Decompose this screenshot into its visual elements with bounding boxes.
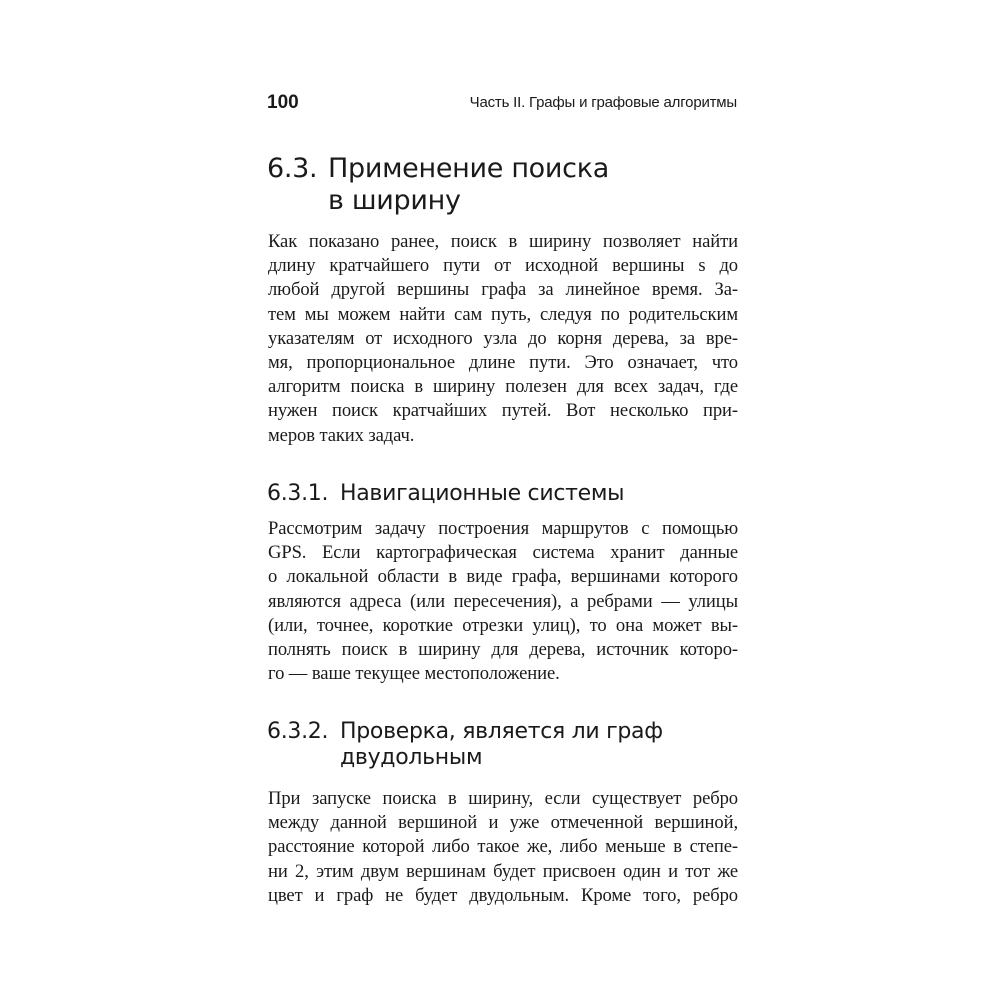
text-line: цвет и граф не будет двудольным. Кроме того, ребро <box>268 884 738 906</box>
section-title-line-2: в ширину <box>328 185 461 216</box>
subsection-heading-navigation <box>267 481 737 507</box>
subsection-heading-bipartite <box>267 719 737 771</box>
text-line: полнять поиск в ширину для дерева, источник которо- <box>268 639 738 661</box>
text-line: любой другой вершины графа за линейное время. За- <box>268 279 738 301</box>
subsection-title <box>340 719 663 771</box>
page-number: 100 <box>267 92 299 113</box>
subsection-number: 6.3.2. <box>267 719 329 744</box>
text-line: мя, пропорциональное длине пути. Это означает, что <box>268 352 738 374</box>
text-line: указателям от исходного узла до корня дерева, за вре- <box>268 327 738 349</box>
text-line: тем мы можем найти сам путь, следуя по родительским <box>268 303 738 325</box>
running-title: Часть II. Графы и графовые алгоритмы <box>469 94 737 111</box>
text-line: (или, точнее, короткие отрезки улиц), то она может вы- <box>268 614 738 636</box>
section-heading <box>267 153 737 217</box>
text-line: ни 2, этим двум вершинам будет присвоен один и тот же <box>268 860 738 882</box>
running-head <box>267 92 737 118</box>
text-line: длину кратчайшего пути от исходной вершины s до <box>268 255 738 277</box>
subsection-paragraph-navigation <box>268 517 738 686</box>
subsection-title: Навигационные системы <box>340 481 625 506</box>
section-paragraph <box>268 230 738 448</box>
text-line: расстояние которой либо такое же, либо меньше в степе- <box>268 836 738 858</box>
text-line: При запуске поиска в ширину, если существует ребро <box>268 788 738 809</box>
subsection-number: 6.3.1. <box>267 481 329 506</box>
text-line: меров таких задач. <box>268 424 415 446</box>
text-line: о локальной области в виде графа, вершинами которого <box>268 566 738 588</box>
section-title <box>328 153 609 217</box>
text-line: нужен поиск кратчайших путей. Вот несколько при- <box>268 400 738 422</box>
subsection-title-line-1: Проверка, является ли граф <box>340 719 663 744</box>
text-line: являются адреса (или пересечения), а ребрами — улицы <box>268 590 738 612</box>
text-line: между данной вершиной и уже отмеченной вершиной, <box>268 812 738 834</box>
text-line: GPS. Если картографическая система хранит данные <box>268 542 738 564</box>
subsection-paragraph-bipartite <box>268 787 738 908</box>
text-line: Рассмотрим задачу построения маршрутов с помощью <box>268 518 738 539</box>
section-number: 6.3. <box>267 153 318 184</box>
text-line: го — ваше текущее местоположение. <box>268 663 560 685</box>
section-title-line-1: Применение поиска <box>328 153 609 184</box>
text-line: Как показано ранее, поиск в ширину позволяет найти <box>268 231 738 252</box>
text-line: алгоритм поиска в ширину полезен для всех задач, где <box>268 376 738 398</box>
subsection-title-line-2: двудольным <box>340 745 483 770</box>
